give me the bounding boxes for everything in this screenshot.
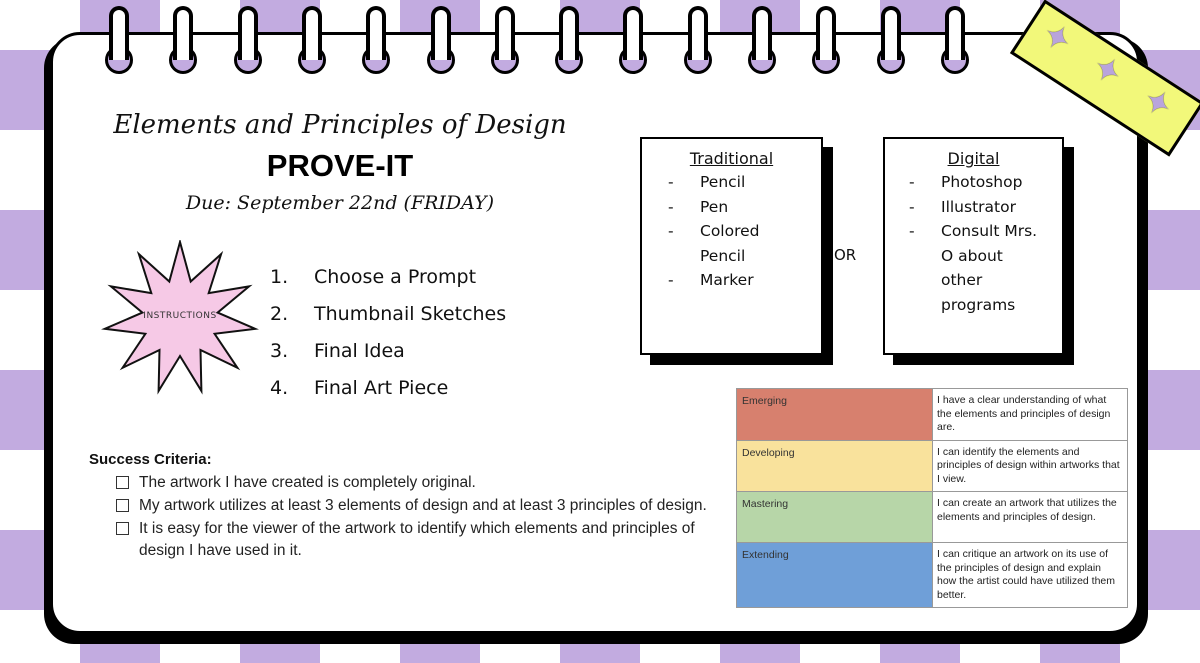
step-number: 2. bbox=[270, 302, 289, 325]
rubric-level: Developing bbox=[737, 440, 933, 492]
spiral-ring bbox=[362, 6, 390, 76]
sparkle-star-icon: ✦ bbox=[1034, 14, 1080, 62]
spiral-ring bbox=[234, 6, 262, 76]
rubric-description: I can critique an artwork on its use of the principles of design and explain how the artist could have utilized them better. bbox=[933, 543, 1128, 608]
sparkle-star-icon: ✦ bbox=[1135, 79, 1180, 128]
digital-list bbox=[885, 168, 1062, 317]
spiral-ring bbox=[812, 6, 840, 76]
medium-item-text: Consult Mrs. O about other programs bbox=[941, 222, 1038, 314]
rubric-level: Emerging bbox=[737, 389, 933, 441]
criteria-item bbox=[116, 472, 716, 494]
step-text: Final Art Piece bbox=[314, 376, 449, 399]
spiral-ring bbox=[748, 6, 776, 76]
instructions-badge: INSTRUCTIONS bbox=[143, 311, 217, 321]
medium-item-text: Illustrator bbox=[941, 197, 1016, 216]
or-label: OR bbox=[834, 246, 857, 264]
rubric-row bbox=[737, 543, 1128, 608]
empty-checkbox-icon[interactable] bbox=[116, 499, 129, 512]
medium-item: - Illustrator bbox=[909, 195, 1062, 220]
step-text: Final Idea bbox=[314, 339, 405, 362]
criteria-text: My artwork utilizes at least 3 elements of design and at least 3 principles of design. bbox=[139, 497, 707, 514]
rubric-description: I can create an artwork that utilizes the elements and principles of design. bbox=[933, 492, 1128, 543]
medium-item-text: Pencil bbox=[700, 173, 746, 191]
medium-item: - Marker bbox=[668, 268, 821, 293]
sparkle-star-icon: ✦ bbox=[1084, 47, 1130, 95]
spiral-ring bbox=[298, 6, 326, 76]
criteria-list bbox=[116, 472, 716, 563]
traditional-list bbox=[642, 168, 821, 293]
criteria-item bbox=[116, 495, 716, 517]
traditional-title: Traditional bbox=[689, 149, 774, 168]
criteria-item bbox=[116, 518, 716, 562]
empty-checkbox-icon[interactable] bbox=[116, 476, 129, 489]
step-number: 4. bbox=[270, 376, 289, 399]
spiral-ring bbox=[619, 6, 647, 76]
page-subtitle: PROVE-IT bbox=[266, 148, 414, 183]
criteria-title: Success Criteria: bbox=[89, 451, 212, 468]
criteria-text: It is easy for the viewer of the artwork to identify which elements and principles of design I have used in it. bbox=[139, 520, 695, 559]
empty-checkbox-icon[interactable] bbox=[116, 522, 129, 535]
digital-title: Digital bbox=[947, 149, 1000, 168]
rubric-level: Extending bbox=[737, 543, 933, 608]
medium-item-text: Marker bbox=[700, 271, 754, 289]
medium-item-text: Colored Pencil bbox=[700, 222, 760, 265]
medium-item: - Colored Pencil bbox=[668, 219, 821, 268]
traditional-box bbox=[640, 137, 823, 355]
medium-item: - Consult Mrs. O about other programs bbox=[909, 219, 1062, 317]
rubric-description: I can identify the elements and principles of design within artworks that I view. bbox=[933, 440, 1128, 492]
spiral-ring bbox=[684, 6, 712, 76]
medium-item-text: Photoshop bbox=[941, 173, 1023, 191]
step-text: Choose a Prompt bbox=[314, 265, 477, 288]
rubric-table bbox=[736, 388, 1128, 608]
step-text: Thumbnail Sketches bbox=[314, 302, 507, 325]
spiral-ring bbox=[427, 6, 455, 76]
criteria-text: The artwork I have created is completely original. bbox=[139, 474, 476, 491]
medium-item: - Photoshop bbox=[909, 170, 1062, 195]
page-title: Elements and Principles of Design bbox=[113, 110, 567, 140]
spiral-ring bbox=[555, 6, 583, 76]
step-number: 3. bbox=[270, 339, 289, 362]
spiral-ring bbox=[105, 6, 133, 76]
instruction-step bbox=[270, 295, 506, 332]
spiral-ring bbox=[491, 6, 519, 76]
rubric-row bbox=[737, 440, 1128, 492]
rubric-level: Mastering bbox=[737, 492, 933, 543]
medium-item-text: Pen bbox=[700, 197, 729, 216]
rubric-row bbox=[737, 389, 1128, 441]
instruction-step bbox=[270, 332, 506, 369]
medium-item: - Pen bbox=[668, 195, 821, 220]
spiral-ring bbox=[941, 6, 969, 76]
instruction-step bbox=[270, 369, 506, 406]
due-date: Due: September 22nd (FRIDAY) bbox=[185, 192, 495, 214]
instruction-steps bbox=[270, 258, 506, 406]
rubric-description: I have a clear understanding of what the elements and principles of design are. bbox=[933, 389, 1128, 441]
digital-box bbox=[883, 137, 1064, 355]
spiral-ring bbox=[169, 6, 197, 76]
step-number: 1. bbox=[270, 265, 289, 288]
medium-item: - Pencil bbox=[668, 170, 821, 195]
rubric-row bbox=[737, 492, 1128, 543]
instruction-step bbox=[270, 258, 506, 295]
spiral-ring bbox=[877, 6, 905, 76]
